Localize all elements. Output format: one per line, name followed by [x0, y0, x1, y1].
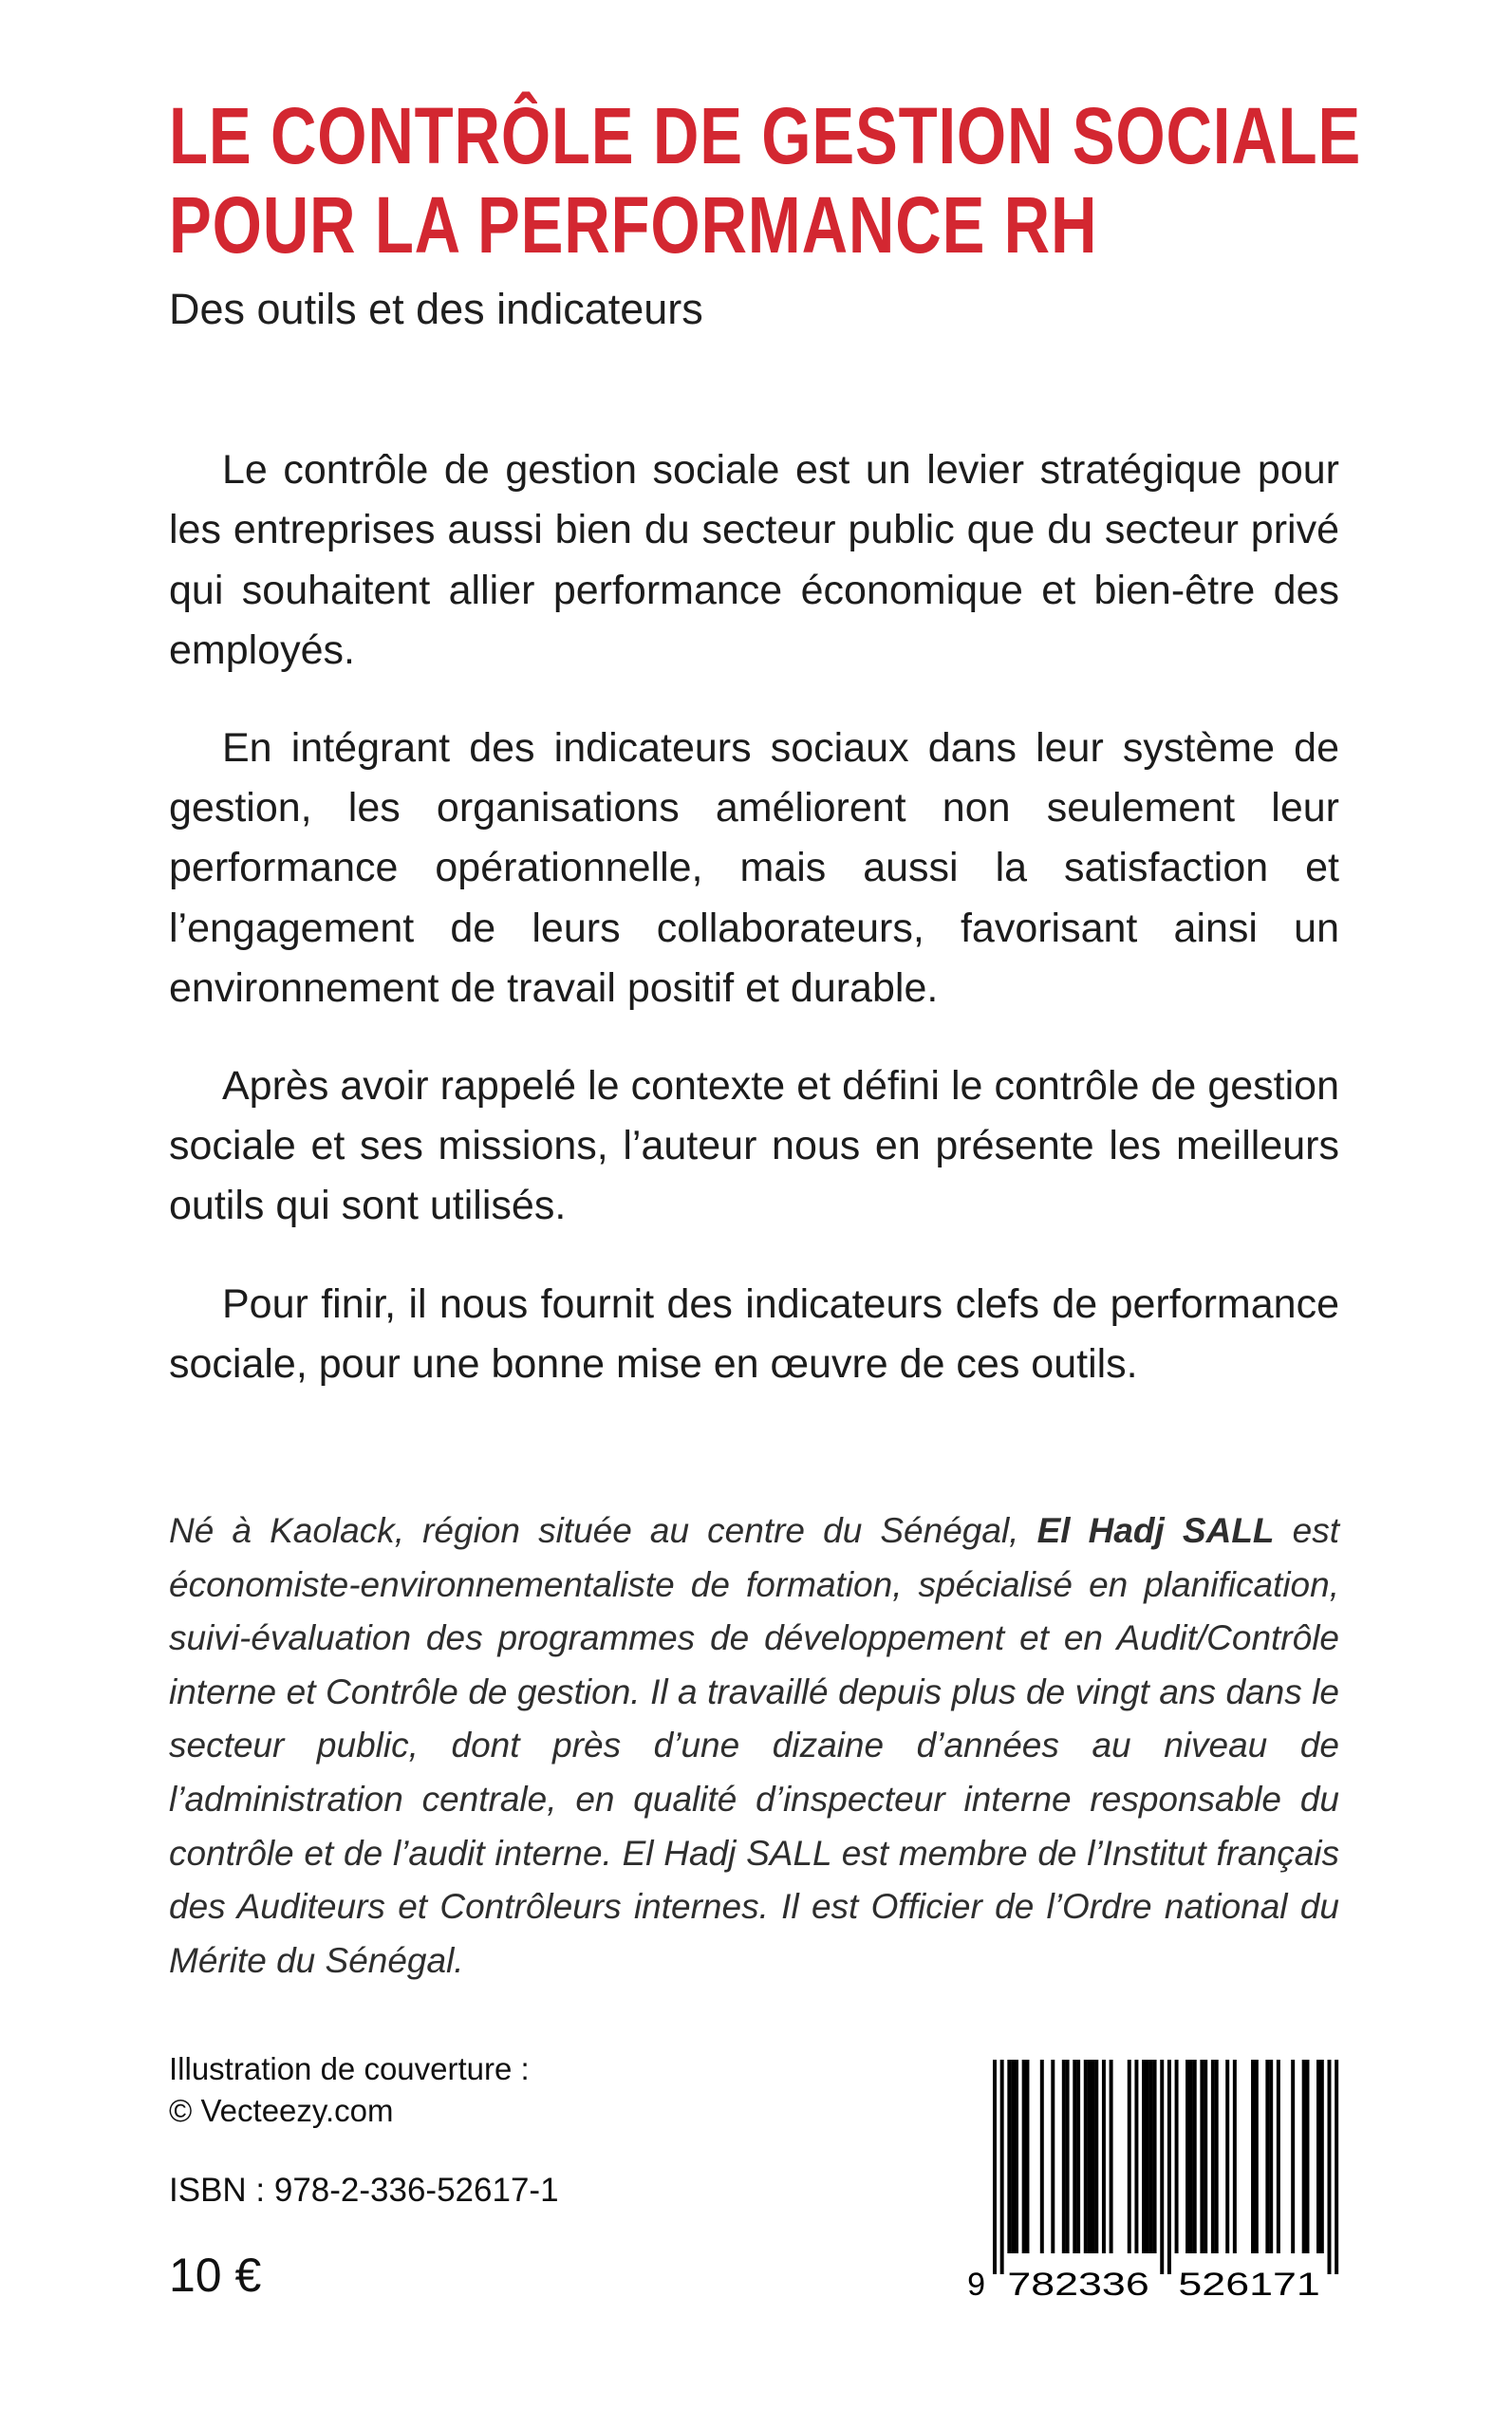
- content-column: [169, 91, 1362, 1988]
- barcode: [961, 2060, 1340, 2299]
- title-line-2: POUR LA PERFORMANCE RH: [169, 180, 1098, 271]
- barcode-digits-left: 782336: [1007, 2267, 1149, 2299]
- bio-segment: est économiste-environnementaliste de formation, spécialisé en planification, suivi-évaluation des programmes de développement et en Audit/Contrôle interne et Contrôle de gestion. Il a travaillé depuis plus de vingt ans dans le secteur public, dont près d’une dizaine d’années au niveau de l’administration centrale, en qualité d’inspecteur interne responsable du contrôle et de l’audit interne. El Hadj SALL est membre de l’Institut français des Auditeurs et Contrôleurs internes. Il est Officier de l’Ordre national du Mérite du Sénégal.: [169, 1511, 1339, 1980]
- bio-segment: El Hadj SALL: [1036, 1511, 1275, 1550]
- barcode-digit-lead: 9: [967, 2267, 985, 2299]
- book-title: [169, 91, 1362, 271]
- synopsis-paragraph-3: Après avoir rappelé le contexte et défini le contrôle de gestion sociale et ses missions, l’auteur nous en présente les meilleurs outils qui sont utilisés.: [169, 1062, 1339, 1229]
- title-line-1: LE CONTRÔLE DE GESTION SOCIALE: [169, 91, 1362, 180]
- illustration-credit: [169, 2048, 530, 2132]
- book-subtitle: Des outils et des indicateurs: [169, 285, 703, 334]
- barcode-digits-right: 526171: [1178, 2267, 1320, 2299]
- barcode-svg: [961, 2060, 1340, 2299]
- isbn: ISBN : 978-2-336-52617-1: [169, 2172, 559, 2209]
- synopsis-paragraph-4: Pour finir, il nous fournit des indicateurs clefs de performance sociale, pour une bonne mise en œuvre de ces outils.: [169, 1280, 1339, 1387]
- credit-line-2: © Vecteezy.com: [169, 2093, 394, 2129]
- bio-segment: Né à Kaolack, région située au centre du Sénégal,: [169, 1511, 1037, 1550]
- credit-line-1: Illustration de couverture :: [169, 2051, 530, 2086]
- synopsis-paragraph-2: En intégrant des indicateurs sociaux dans leur système de gestion, les organisations améliorent non seulement leur performance opérationnelle, mais aussi la satisfaction et l’engagement de leurs collaborateurs, favorisant ainsi un environnement de travail positif et durable.: [169, 724, 1339, 1011]
- author-bio: [169, 1504, 1339, 1988]
- synopsis-paragraph-1: Le contrôle de gestion sociale est un levier stratégique pour les entreprises aussi bien du secteur public que du secteur privé qui souhaitent allier performance économique et bien-être des employés.: [169, 447, 1339, 673]
- synopsis: [169, 440, 1339, 1394]
- price: 10 €: [169, 2249, 262, 2302]
